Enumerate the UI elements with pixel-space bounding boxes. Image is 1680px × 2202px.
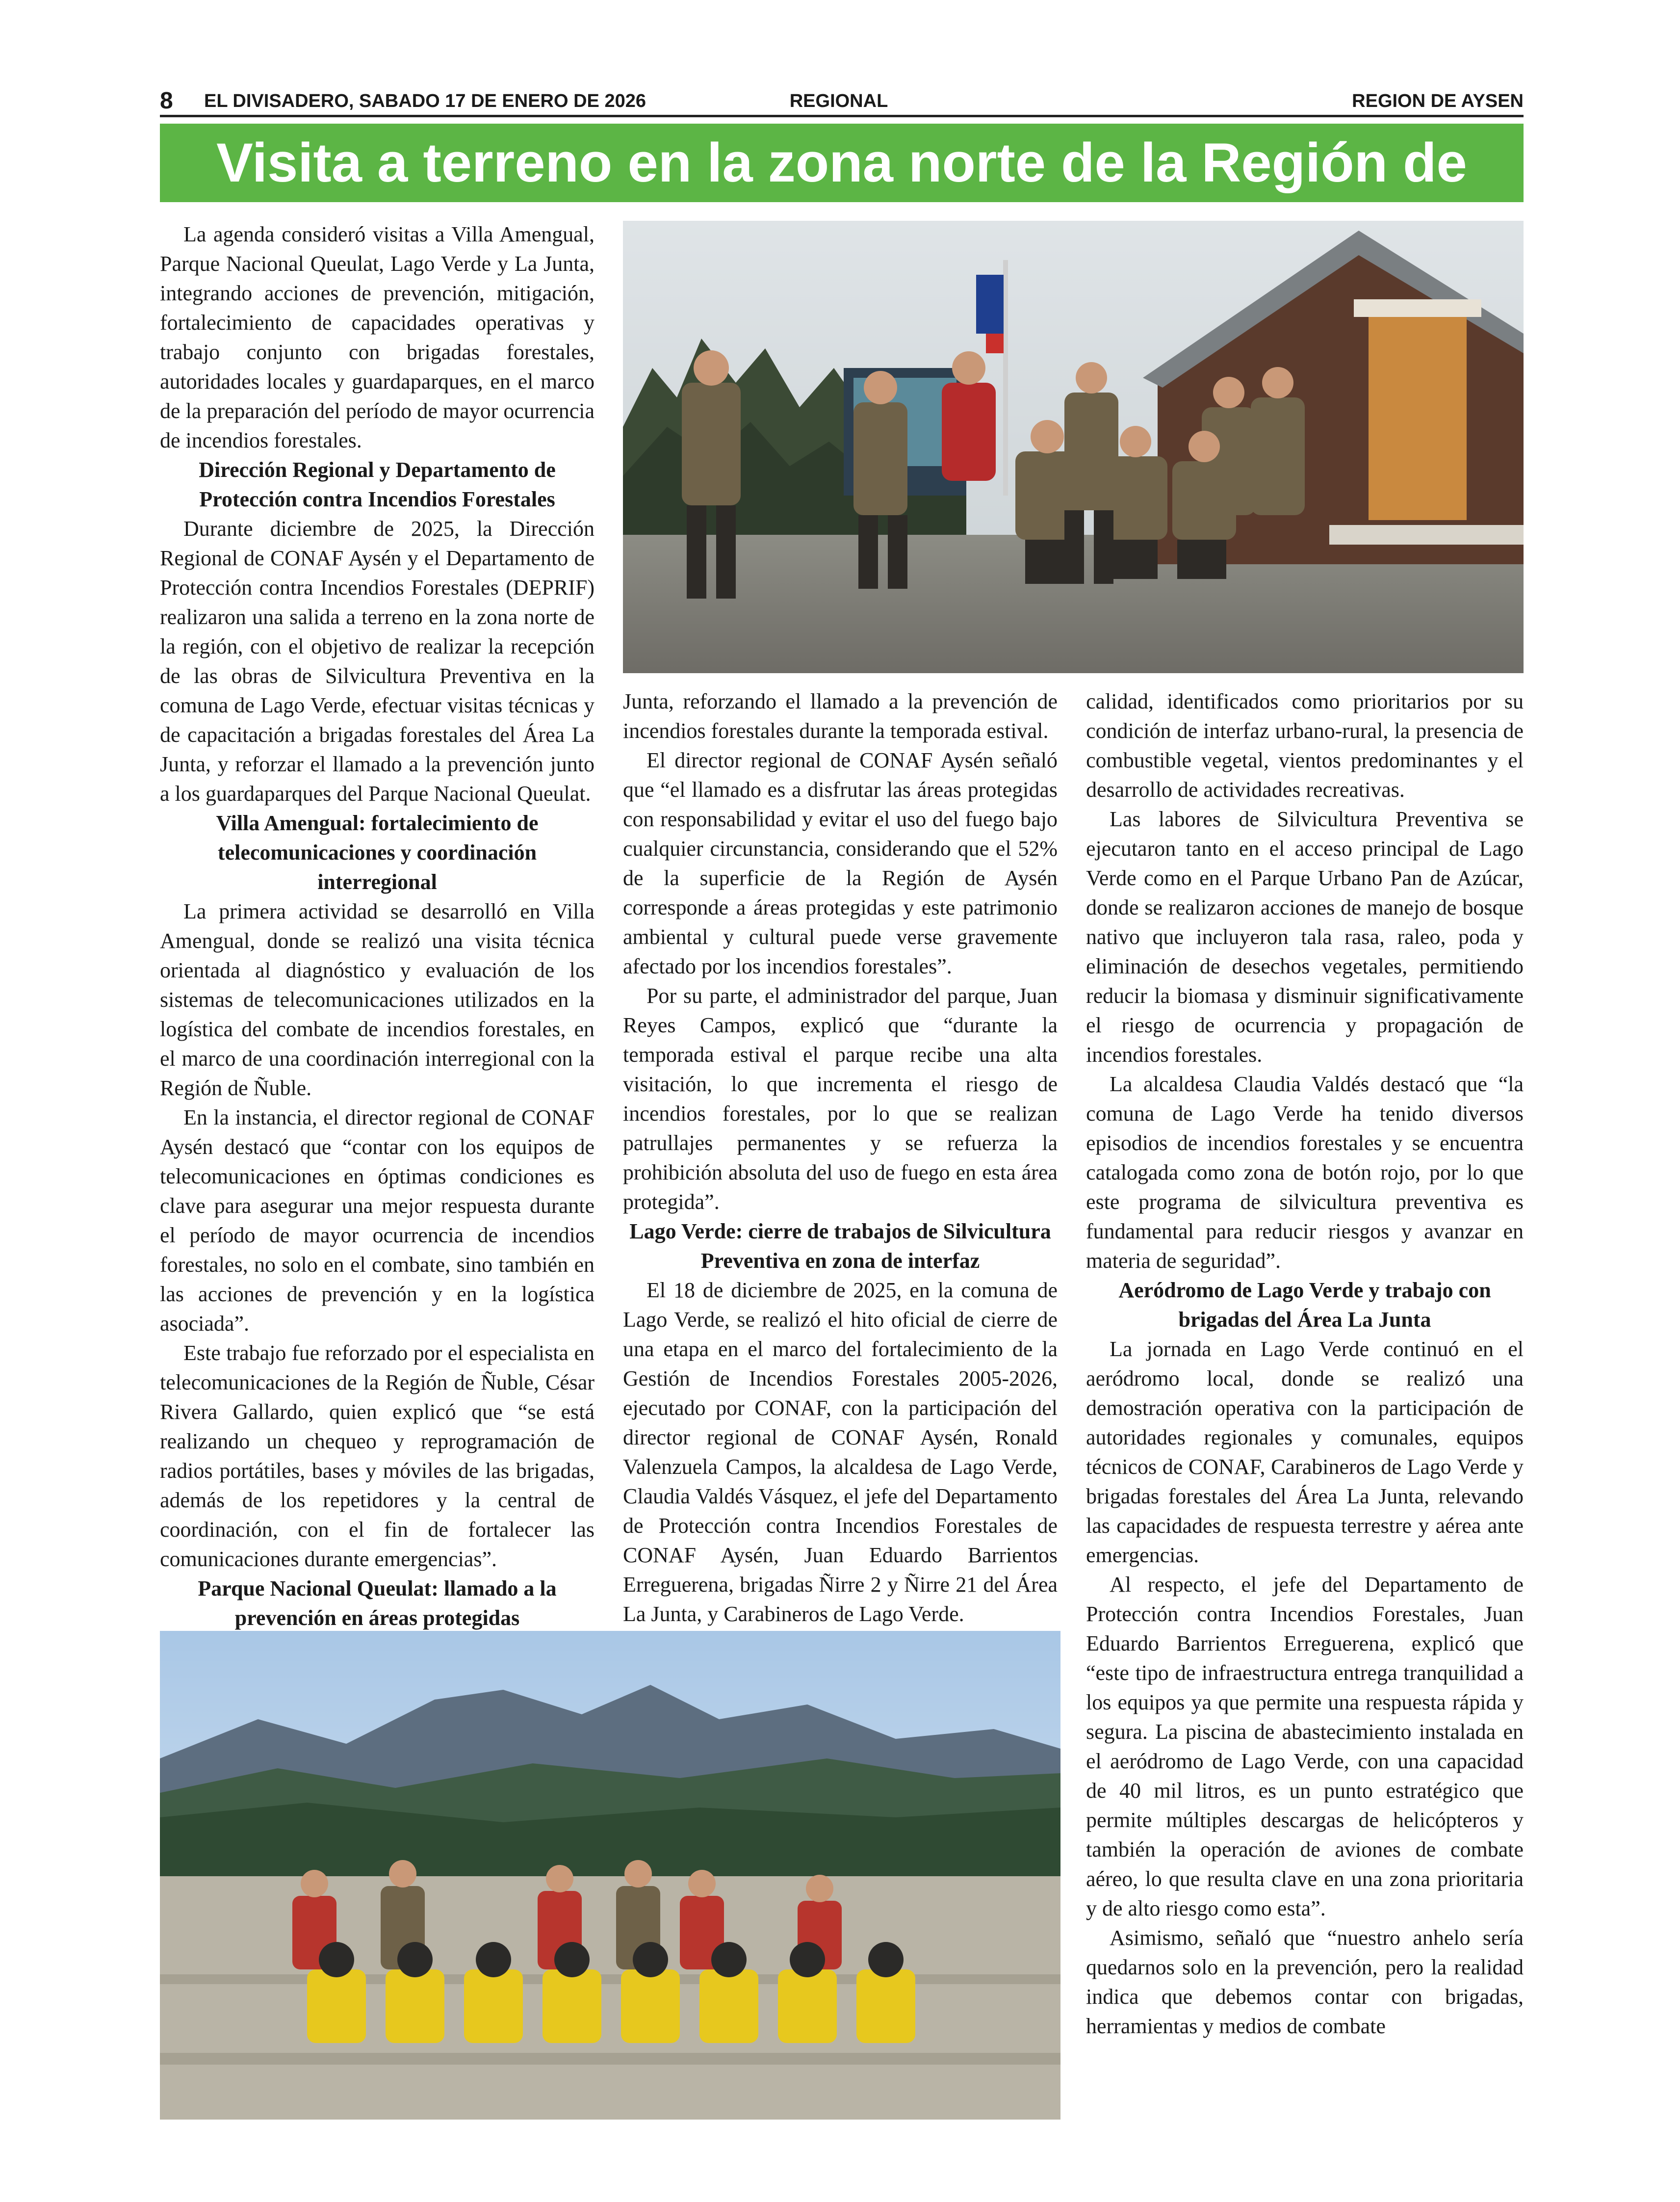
photo-brigades-aerodrome-image bbox=[160, 1631, 1060, 2120]
section-label: REGIONAL bbox=[789, 91, 888, 111]
photo-brigades-aerodrome bbox=[160, 1631, 1060, 2120]
article-column-1 bbox=[160, 220, 594, 1721]
header-rule bbox=[160, 115, 1524, 117]
page-number: 8 bbox=[160, 88, 173, 114]
paragraph: Durante diciembre de 2025, la Dirección Regional de CONAF Aysén y el Departamento de Protección contra Incendios Forestales (DEPRIF) realizaron una salida a terreno en la zona norte de la región, con el objetivo de realizar la recepción de las obras de Silvicultura Preventiva en la comuna de Lago Verde, efectuar visitas técnicas y de capacitación a brigadas forestales del Área La Junta, y reforzar el llamado a la prevención junto a los guardaparques del Parque Nacional Queulat. bbox=[160, 517, 594, 806]
paragraph: calidad, identificados como prioritarios por su condición de interfaz urbano-rural, la presencia de combustible vegetal, vientos predominantes y el desarrollo de actividades recreativas. bbox=[1086, 689, 1524, 802]
paragraph: En la instancia, el director regional de CONAF Aysén destacó que “contar con los equipos de telecomunicaciones en óptimas condiciones es clave para asegurar una mejor respuesta durante el período de mayor ocurrencia de incendios forestales, no solo en el combate, sino también en las acciones de prevención y en la logística asociada”. bbox=[160, 1105, 594, 1336]
paragraph: El director regional de CONAF Aysén señaló que “el llamado es a disfrutar las áreas protegidas con responsabilidad y evitar el uso del fuego bajo cualquier circunstancia, considerando que el 52% de la superficie de la Región de Aysén corresponde a áreas protegidas y este patrimonio ambiental y cultural puede verse gravemente afectado por los incendios forestales”. bbox=[623, 748, 1058, 978]
subheading: Parque Nacional Queulat: llamado a la prevención en áreas protegidas bbox=[198, 1576, 557, 1630]
photo-park-team-image bbox=[623, 221, 1524, 673]
region-label: REGION DE AYSEN bbox=[1352, 91, 1524, 111]
paragraph: Junta, reforzando el llamado a la prevención de incendios forestales durante la temporada estival. bbox=[623, 689, 1058, 743]
article-column-2 bbox=[623, 687, 1058, 1688]
paragraph: La jornada en Lago Verde continuó en el aeródromo local, donde se realizó una demostración operativa con la participación de autoridades regionales y comunales, equipos técnicos de CONAF, Carabineros de Lago Verde y brigadas forestales del Área La Junta, relevando las capacidades de respuesta terrestre y aérea ante emergencias. bbox=[1086, 1337, 1524, 1567]
paragraph: La agenda consideró visitas a Villa Amengual, Parque Nacional Queulat, Lago Verde y La Junta, integrando acciones de prevención, mitigación, fortalecimiento de capacidades operativas y trabajo conjunto con brigadas forestales, autoridades locales y guardaparques, en el marco de la preparación del período de mayor ocurrencia de incendios forestales. bbox=[160, 222, 594, 452]
paragraph: Este trabajo fue reforzado por el especialista en telecomunicaciones de la Región de Ñuble, César Rivera Gallardo, quien explicó que “se está realizando un chequeo y reprogramación de radios portátiles, bases y móviles de las brigadas, además de los repetidores y la central de coordinación, con el fin de fortalecer las comunicaciones durante emergencias”. bbox=[160, 1341, 594, 1571]
subheading: Villa Amengual: fortalecimiento de telecomunicaciones y coordinación interregional bbox=[216, 811, 539, 894]
subheading: Aeródromo de Lago Verde y trabajo con brigadas del Área La Junta bbox=[1118, 1278, 1491, 1332]
subheading: Dirección Regional y Departamento de Protección contra Incendios Forestales bbox=[199, 458, 556, 511]
paragraph: Las labores de Silvicultura Preventiva se ejecutaron tanto en el acceso principal de Lago Verde como en el Parque Urbano Pan de Azúcar, donde se realizaron acciones de manejo de bosque nativo que incluyeron tala rasa, raleo, poda y eliminación de desechos vegetales, permitiendo reducir la biomasa y disminuir significativamente el riesgo de ocurrencia y propagación de incendios forestales. bbox=[1086, 807, 1524, 1067]
paragraph: El 18 de diciembre de 2025, en la comuna de Lago Verde, se realizó el hito oficial de cierre de una etapa en el marco del fortalecimiento de la Gestión de Incendios Forestales 2005-2026, ejecutado por CONAF, con la participación del director regional de CONAF Aysén, Ronald Valenzuela Campos, la alcaldesa de Lago Verde, Claudia Valdés Vásquez, el jefe del Departamento de Protección contra Incendios Forestales de CONAF Aysén, Juan Eduardo Barrientos Erreguerena, brigadas Ñirre 2 y Ñirre 21 del Área La Junta, y Carabineros de Lago Verde. bbox=[623, 1278, 1058, 1626]
paragraph: Asimismo, señaló que “nuestro anhelo sería quedarnos solo en la prevención, pero la realidad indica que debemos contar con brigadas, herramientas y medios de combate bbox=[1086, 1926, 1524, 2038]
newspaper-date: EL DIVISADERO, SABADO 17 DE ENERO DE 2026 bbox=[204, 91, 646, 111]
subheading: Lago Verde: cierre de trabajos de Silvicultura Preventiva en zona de interfaz bbox=[629, 1219, 1051, 1273]
paragraph: La alcaldesa Claudia Valdés destacó que “la comuna de Lago Verde ha tenido diversos episodios de incendios forestales y se encuentra catalogada como zona de botón rojo, por lo que este programa de silvicultura preventiva es fundamental para reducir riesgos y avanzar en materia de seguridad”. bbox=[1086, 1072, 1524, 1273]
paragraph: La primera actividad se desarrolló en Villa Amengual, donde se realizó una visita técnica orientada al diagnóstico y evaluación de los sistemas de telecomunicaciones utilizados en la logística del combate de incendios forestales, en el marco de una coordinación interregional con la Región de Ñuble. bbox=[160, 899, 594, 1100]
headline-banner bbox=[160, 124, 1524, 202]
photo-park-team bbox=[623, 221, 1524, 673]
headline: Visita a terreno en la zona norte de la Región de bbox=[216, 132, 1467, 193]
article-column-3 bbox=[1086, 687, 1524, 2041]
paragraph: Al respecto, el jefe del Departamento de Protección contra Incendios Forestales, Juan Eduardo Barrientos Erreguerena, explicó que “este tipo de infraestructura entrega tranquilidad a los equipos ya que permite una respuesta rápida y segura. La piscina de abastecimiento instalada en el aeródromo de Lago Verde, con una capacidad de 40 mil litros, es un punto estratégico que permite múltiples descargas de helicópteros y también la operación de aviones de combate aéreo, lo que resulta clave en una zona prioritaria y de alto riesgo como esta”. bbox=[1086, 1573, 1524, 1920]
paragraph: Por su parte, el administrador del parque, Juan Reyes Campos, explicó que “durante la temporada estival el parque recibe una alta visitación, lo que incrementa el riesgo de incendios forestales, por lo que se realizan patrullajes permanentes y se refuerza la prohibición absoluta del uso de fuego en esta área protegida”. bbox=[623, 984, 1058, 1214]
